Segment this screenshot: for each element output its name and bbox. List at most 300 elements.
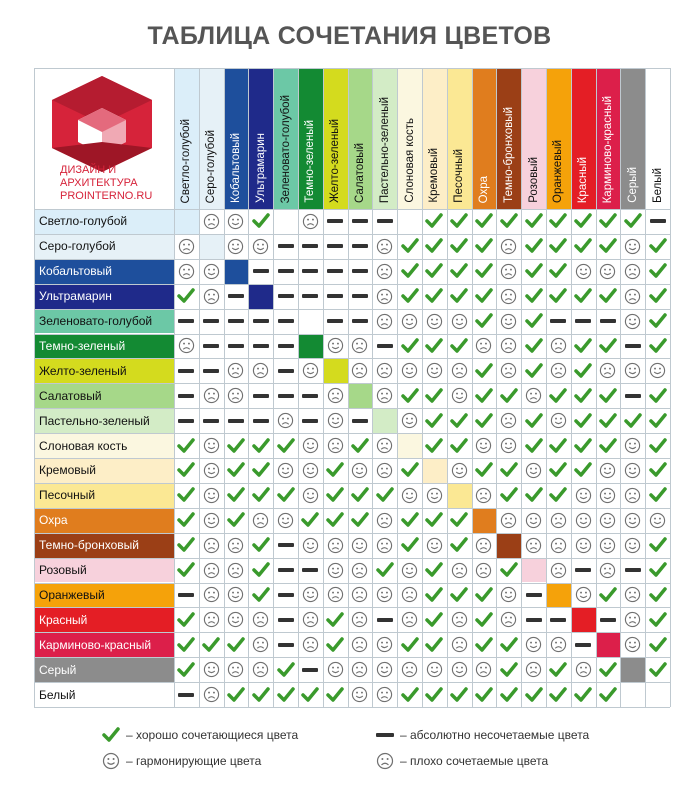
frown-icon <box>203 387 220 404</box>
table-cell <box>620 483 645 508</box>
table-cell <box>596 358 621 383</box>
table-cell <box>422 508 447 533</box>
table-cell <box>348 508 373 533</box>
check-icon <box>177 562 195 578</box>
smile-icon <box>525 462 542 479</box>
check-icon <box>525 313 543 329</box>
dash-icon <box>177 393 195 399</box>
column-header-label: Темно-зеленый <box>304 120 317 203</box>
check-icon <box>301 687 319 703</box>
dash-icon <box>202 343 220 349</box>
frown-icon <box>500 362 517 379</box>
column-header <box>224 68 249 209</box>
table-cell <box>447 383 472 408</box>
table-cell <box>496 358 521 383</box>
row-label: Желто-зеленый <box>34 358 174 383</box>
table-cell <box>323 533 348 558</box>
check-icon <box>401 512 419 528</box>
table-cell <box>447 682 472 707</box>
table-cell <box>620 433 645 458</box>
table-cell <box>323 334 348 359</box>
table-cell <box>472 408 497 433</box>
table-cell <box>447 607 472 632</box>
table-cell <box>620 209 645 234</box>
table-cell <box>620 632 645 657</box>
check-icon <box>599 587 617 603</box>
column-header <box>472 68 497 209</box>
table-cell <box>546 458 571 483</box>
table-cell <box>273 408 298 433</box>
table-cell <box>645 284 670 309</box>
frown-icon <box>376 263 393 280</box>
column-header <box>397 68 422 209</box>
column-header <box>348 68 373 209</box>
frown-icon <box>624 263 641 280</box>
dash-icon <box>351 318 369 324</box>
grid-line <box>34 284 670 285</box>
table-cell <box>323 607 348 632</box>
column-header-label: Желто-зеленый <box>329 119 342 203</box>
check-icon <box>450 537 468 553</box>
column-header <box>174 68 199 209</box>
table-cell <box>571 458 596 483</box>
table-cell <box>348 408 373 433</box>
table-cell <box>372 682 397 707</box>
smile-icon <box>525 512 542 529</box>
grid-line <box>521 68 522 707</box>
grid-line <box>34 583 670 584</box>
smile-icon <box>624 313 641 330</box>
column-header-label: Охра <box>477 175 490 203</box>
column-header <box>521 68 546 209</box>
table-cell <box>447 259 472 284</box>
table-cell <box>620 583 645 608</box>
table-cell <box>447 334 472 359</box>
frown-icon <box>500 263 517 280</box>
table-cell <box>174 583 199 608</box>
row-label: Пастельно-зеленый <box>34 408 174 433</box>
check-icon <box>227 487 245 503</box>
check-icon <box>425 438 443 454</box>
table-cell <box>199 309 224 334</box>
check-icon <box>549 263 567 279</box>
grid-line <box>372 68 373 707</box>
column-header <box>496 68 521 209</box>
check-icon <box>649 263 667 279</box>
table-cell <box>348 458 373 483</box>
table-cell <box>496 433 521 458</box>
smile-icon <box>451 462 468 479</box>
table-cell <box>521 334 546 359</box>
table-cell <box>447 433 472 458</box>
table-cell <box>620 259 645 284</box>
frown-icon <box>475 537 492 554</box>
diagonal-cell <box>199 234 224 259</box>
table-cell <box>546 259 571 284</box>
table-cell <box>348 234 373 259</box>
table-cell <box>224 234 249 259</box>
table-cell <box>372 383 397 408</box>
smile-icon <box>203 661 220 678</box>
smile-icon <box>351 537 368 554</box>
smile-icon <box>227 586 244 603</box>
table-cell <box>521 433 546 458</box>
table-cell <box>397 284 422 309</box>
table-cell <box>298 358 323 383</box>
table-cell <box>422 632 447 657</box>
row-label: Серо-голубой <box>34 234 174 259</box>
table-cell <box>372 483 397 508</box>
check-icon <box>401 537 419 553</box>
table-cell <box>348 334 373 359</box>
table-cell <box>224 309 249 334</box>
grid-line <box>397 68 398 707</box>
check-icon <box>475 288 493 304</box>
grid-line <box>571 68 572 707</box>
smile-icon <box>599 487 616 504</box>
table-cell <box>596 209 621 234</box>
table-cell <box>645 334 670 359</box>
check-icon <box>574 213 592 229</box>
table-cell <box>620 309 645 334</box>
smile-icon <box>203 512 220 529</box>
frown-icon <box>178 337 195 354</box>
frown-icon <box>203 686 220 703</box>
grid-line <box>34 408 670 409</box>
column-header <box>248 68 273 209</box>
table-cell <box>422 433 447 458</box>
table-cell <box>397 259 422 284</box>
column-header-label: Оранжевый <box>552 140 565 203</box>
table-cell <box>273 309 298 334</box>
table-cell <box>447 234 472 259</box>
frown-icon <box>624 611 641 628</box>
frown-icon <box>277 412 294 429</box>
column-header-label: Кремовый <box>428 148 441 203</box>
check-icon <box>376 487 394 503</box>
table-cell <box>248 458 273 483</box>
frown-icon <box>451 611 468 628</box>
check-icon <box>326 512 344 528</box>
check-icon <box>450 213 468 229</box>
check-icon <box>599 413 617 429</box>
table-cell <box>521 583 546 608</box>
frown-icon <box>252 636 269 653</box>
table-cell <box>645 309 670 334</box>
frown-icon <box>500 412 517 429</box>
smile-icon <box>302 437 319 454</box>
smile-icon <box>624 437 641 454</box>
dash-icon <box>301 418 319 424</box>
column-header-label: Карминово-красный <box>601 95 614 203</box>
table-cell <box>472 284 497 309</box>
column-header <box>273 68 298 209</box>
table-cell <box>620 558 645 583</box>
check-icon <box>525 213 543 229</box>
smile-icon <box>203 487 220 504</box>
table-cell <box>273 334 298 359</box>
table-cell <box>447 583 472 608</box>
check-icon <box>202 637 220 653</box>
check-icon <box>525 487 543 503</box>
frown-icon <box>227 661 244 678</box>
frown-icon <box>550 562 567 579</box>
table-cell <box>645 508 670 533</box>
table-cell <box>323 309 348 334</box>
table-cell <box>224 358 249 383</box>
table-cell <box>323 408 348 433</box>
dash-icon <box>277 592 295 598</box>
table-cell <box>645 583 670 608</box>
table-cell <box>496 583 521 608</box>
table-cell <box>546 607 571 632</box>
table-cell <box>224 284 249 309</box>
grid-line <box>496 68 497 707</box>
dash-icon <box>326 218 344 224</box>
table-cell <box>596 309 621 334</box>
table-cell <box>571 657 596 682</box>
table-cell <box>620 458 645 483</box>
table-cell <box>174 358 199 383</box>
table-cell <box>645 632 670 657</box>
check-icon <box>525 238 543 254</box>
check-icon <box>277 438 295 454</box>
diagonal-cell <box>472 508 497 533</box>
frown-icon <box>525 661 542 678</box>
check-icon <box>475 462 493 478</box>
page-title: ТАБЛИЦА СОЧЕТАНИЯ ЦВЕТОВ <box>147 22 552 50</box>
table-cell <box>323 583 348 608</box>
smile-icon <box>302 586 319 603</box>
frown-icon <box>327 387 344 404</box>
dash-icon <box>177 692 195 698</box>
table-cell <box>224 334 249 359</box>
check-icon <box>549 213 567 229</box>
row-label: Песочный <box>34 483 174 508</box>
check-icon <box>326 487 344 503</box>
table-cell <box>571 508 596 533</box>
table-cell <box>397 607 422 632</box>
table-cell <box>273 632 298 657</box>
smile-icon <box>401 412 418 429</box>
column-header-label: Серый <box>626 167 639 203</box>
table-cell <box>571 309 596 334</box>
row-label: Ультрамарин <box>34 284 174 309</box>
row-label: Светло-голубой <box>34 209 174 234</box>
row-label: Охра <box>34 508 174 533</box>
table-cell <box>521 632 546 657</box>
check-icon <box>500 637 518 653</box>
check-icon <box>649 388 667 404</box>
column-header <box>596 68 621 209</box>
table-cell <box>348 358 373 383</box>
legend-good-label: – хорошо сочетающиеся цвета <box>126 728 299 742</box>
check-icon <box>500 462 518 478</box>
check-icon <box>252 562 270 578</box>
column-header-label: Темно-бронховый <box>502 107 515 203</box>
table-cell <box>546 383 571 408</box>
row-label: Карминово-красный <box>34 632 174 657</box>
table-cell <box>199 533 224 558</box>
frown-icon <box>203 586 220 603</box>
row-label: Розовый <box>34 558 174 583</box>
grid-line <box>34 209 670 210</box>
check-icon <box>574 338 592 354</box>
frown-icon <box>376 537 393 554</box>
check-icon <box>301 512 319 528</box>
smile-icon <box>376 661 393 678</box>
column-header-label: Белый <box>651 168 664 203</box>
smile-icon <box>624 362 641 379</box>
check-icon <box>401 637 419 653</box>
dash-icon <box>326 293 344 299</box>
check-icon <box>227 512 245 528</box>
dash-icon <box>301 268 319 274</box>
table-cell <box>298 284 323 309</box>
table-cell <box>422 483 447 508</box>
frown-icon <box>401 661 418 678</box>
check-icon <box>525 263 543 279</box>
table-cell <box>596 383 621 408</box>
column-header-label: Слоновая кость <box>403 118 416 203</box>
table-cell <box>174 408 199 433</box>
table-cell <box>645 657 670 682</box>
table-cell <box>372 358 397 383</box>
frown-icon <box>500 238 517 255</box>
smile-icon <box>599 537 616 554</box>
smile-icon <box>327 562 344 579</box>
smile-icon <box>302 537 319 554</box>
dash-icon <box>599 318 617 324</box>
table-cell <box>521 209 546 234</box>
table-cell <box>645 433 670 458</box>
table-cell <box>397 483 422 508</box>
grid-line <box>546 68 547 707</box>
dash-icon <box>277 268 295 274</box>
row-label: Салатовый <box>34 383 174 408</box>
table-cell <box>174 483 199 508</box>
table-cell <box>645 558 670 583</box>
check-icon <box>574 413 592 429</box>
table-cell <box>596 657 621 682</box>
table-cell <box>248 558 273 583</box>
table-cell <box>372 234 397 259</box>
table-cell <box>323 483 348 508</box>
table-cell <box>496 259 521 284</box>
dash-icon <box>177 318 195 324</box>
smile-icon <box>401 313 418 330</box>
grid-line <box>34 607 670 608</box>
smile-icon <box>525 636 542 653</box>
grid-line <box>34 483 670 484</box>
table-cell <box>546 632 571 657</box>
row-label: Слоновая кость <box>34 433 174 458</box>
column-header <box>546 68 571 209</box>
table-cell <box>298 533 323 558</box>
check-icon <box>525 687 543 703</box>
dash-icon <box>574 642 592 648</box>
check-icon <box>277 662 295 678</box>
dash-icon <box>301 567 319 573</box>
check-icon <box>425 213 443 229</box>
table-cell <box>645 607 670 632</box>
table-cell <box>422 358 447 383</box>
frown-icon <box>525 537 542 554</box>
table-cell <box>571 483 596 508</box>
diagonal-cell <box>348 383 373 408</box>
column-header-label: Пастельно-зеленый <box>378 96 391 203</box>
table-cell <box>521 408 546 433</box>
dash-icon <box>277 343 295 349</box>
table-cell <box>422 657 447 682</box>
table-cell <box>273 259 298 284</box>
table-cell <box>571 209 596 234</box>
table-cell <box>273 558 298 583</box>
table-cell <box>298 632 323 657</box>
check-icon <box>450 687 468 703</box>
frown-icon <box>475 562 492 579</box>
diagonal-cell <box>620 657 645 682</box>
grid-line <box>34 558 670 559</box>
smile-icon <box>203 263 220 280</box>
frown-icon <box>599 562 616 579</box>
dash-icon <box>549 318 567 324</box>
smile-icon <box>302 362 319 379</box>
frown-icon <box>575 661 592 678</box>
smile-icon <box>252 238 269 255</box>
table-cell <box>199 508 224 533</box>
smile-icon <box>575 586 592 603</box>
grid-border <box>34 68 35 707</box>
frown-icon <box>376 387 393 404</box>
check-icon <box>227 462 245 478</box>
table-cell <box>372 583 397 608</box>
table-cell <box>323 458 348 483</box>
check-icon <box>599 238 617 254</box>
table-cell <box>348 657 373 682</box>
table-cell <box>447 508 472 533</box>
table-cell <box>620 383 645 408</box>
table-cell <box>620 358 645 383</box>
check-icon <box>649 238 667 254</box>
check-icon <box>475 238 493 254</box>
table-cell <box>521 309 546 334</box>
table-cell <box>472 483 497 508</box>
check-icon <box>649 438 667 454</box>
column-header <box>645 68 670 209</box>
frown-icon <box>376 288 393 305</box>
table-cell <box>372 632 397 657</box>
table-cell <box>323 558 348 583</box>
check-icon <box>599 213 617 229</box>
check-icon <box>351 487 369 503</box>
table-cell <box>248 234 273 259</box>
table-cell <box>447 284 472 309</box>
frown-icon <box>203 537 220 554</box>
table-cell <box>248 682 273 707</box>
table-cell <box>199 259 224 284</box>
check-icon <box>425 687 443 703</box>
check-icon <box>425 288 443 304</box>
table-cell <box>397 657 422 682</box>
smile-icon <box>327 661 344 678</box>
table-cell <box>248 657 273 682</box>
table-cell <box>199 358 224 383</box>
table-cell <box>397 309 422 334</box>
check-icon <box>401 388 419 404</box>
frown-icon <box>203 213 220 230</box>
smile-icon <box>227 213 244 230</box>
